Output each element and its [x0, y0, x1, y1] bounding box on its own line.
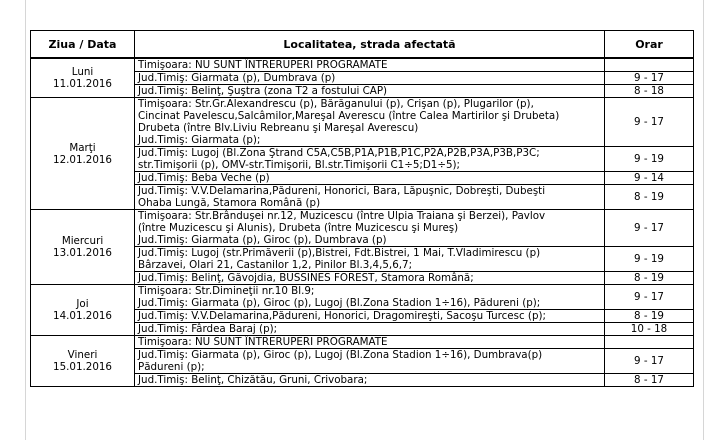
- day-name: Marţi: [69, 141, 96, 154]
- day-cell: [31, 58, 135, 98]
- day-date: 11.01.2016: [53, 78, 112, 90]
- hours-cell: 9 - 19: [605, 247, 694, 272]
- hours-cell: 9 - 19: [605, 147, 694, 172]
- location-cell: Timişoara: Str.Gr.Alexandrescu (p), Bărăganului (p), Crişan (p), Plugarilor (p), Cincinat Pavelescu,Salcâmilor,Mareşal Averescu (între Calea Martirilor şi Drubeta) Drubeta (între Blv.Liviu Rebreanu şi Mareşal Averescu) Jud.Timiş: Giarmata (p);: [135, 98, 605, 147]
- location-cell: Jud.Timiş: Lugoj (str.Primăverii (p),Bistrei, Fdt.Bistrei, 1 Mai, T.Vladimirescu (p) Bârzavei, Olari 21, Castanilor 1,2, Pinilor Bl.3,4,5,6,7;: [135, 247, 605, 272]
- day-date: 12.01.2016: [53, 153, 112, 166]
- day-name: Miercuri: [61, 235, 104, 247]
- day-date: 13.01.2016: [53, 247, 112, 259]
- location-cell: Jud.Timiş: Belinţ, Şuştra (zona T2 a fostului CAP): [135, 85, 605, 98]
- hours-cell: 9 - 17: [605, 72, 694, 85]
- header-location: Localitatea, strada afectată: [135, 31, 605, 59]
- header-day: Ziua / Data: [31, 31, 135, 59]
- day-name: Vineri: [67, 349, 98, 361]
- table-body: [31, 58, 694, 387]
- hours-cell: [605, 58, 694, 72]
- day-cell: [31, 285, 135, 336]
- location-cell: Jud.Timiş: Belinţ, Chizătău, Gruni, Crivobara;: [135, 374, 605, 387]
- day-cell: [31, 98, 135, 210]
- location-cell: Jud.Timiş: V.V.Delamarina,Pădureni, Honorici, Bara, Lăpuşnic, Dobreşti, Dubeşti Ohaba Lungă, Stamora Română (p): [135, 185, 605, 210]
- day-name: Joi: [76, 298, 89, 310]
- location-cell: Jud.Timiş: Belinţ, Găvojdia, BUSSINES FOREST, Stamora Română;: [135, 272, 605, 285]
- outage-schedule-table: [30, 30, 694, 387]
- location-cell: Jud.Timiş: Lugoj (Bl.Zona Ştrand C5A,C5B,P1A,P1B,P1C,P2A,P2B,P3A,P3B,P3C; str.Timişorii (p), OMV-str.Timişorii, Bl.str.Timişorii C1÷5;D1÷5);: [135, 147, 605, 172]
- table-row: [31, 210, 694, 247]
- hours-cell: 8 - 19: [605, 185, 694, 210]
- location-cell: Jud.Timiş: Giarmata (p), Giroc (p), Lugoj (Bl.Zona Stadion 1÷16), Dumbrava(p) Pădureni (p);: [135, 349, 605, 374]
- day-date: 14.01.2016: [53, 310, 112, 322]
- hours-cell: [605, 336, 694, 349]
- hours-cell: 8 - 18: [605, 85, 694, 98]
- hours-cell: 9 - 17: [605, 210, 694, 247]
- header-hours: Orar: [605, 31, 694, 59]
- hours-cell: 9 - 14: [605, 172, 694, 185]
- table-row: [31, 336, 694, 349]
- location-cell: Jud.Timiş: Beba Veche (p): [135, 172, 605, 185]
- location-cell: Jud.Timiş: Giarmata (p), Dumbrava (p): [135, 72, 605, 85]
- location-cell: Timişoara: Str.Dimineţii nr.10 Bl.9; Jud.Timiş: Giarmata (p), Giroc (p), Lugoj (Bl.Zona Stadion 1÷16), Pădureni (p);: [135, 285, 605, 310]
- day-cell: [31, 336, 135, 387]
- hours-cell: 8 - 19: [605, 272, 694, 285]
- location-cell: Jud.Timiş: V.V.Delamarina,Pădureni, Honorici, Dragomireşti, Sacoşu Turcesc (p);: [135, 310, 605, 323]
- location-cell: Timişoara: NU SUNT ÎNTRERUPERI PROGRAMATE: [135, 336, 605, 349]
- location-cell: Timişoara: Str.Brânduşei nr.12, Muzicescu (între Ulpia Traiana şi Berzei), Pavlov (între Muzicescu şi Alunis), Drubeta (între Muzicescu şi Mureş) Jud.Timiş: Giarmata (p), Giroc (p), Dumbrava (p): [135, 210, 605, 247]
- table-row: [31, 285, 694, 310]
- day-name: Luni: [71, 66, 94, 78]
- location-cell: Jud.Timiş: Fârdea Baraj (p);: [135, 323, 605, 336]
- day-cell: [31, 210, 135, 285]
- hours-cell: 9 - 17: [605, 285, 694, 310]
- table-header-row: [31, 31, 694, 59]
- location-cell: Timişoara: NU SUNT ÎNTRERUPERI PROGRAMATE: [135, 58, 605, 72]
- day-date: 15.01.2016: [53, 361, 112, 373]
- hours-cell: 9 - 17: [605, 98, 694, 147]
- page-edge-left: [25, 0, 26, 440]
- table-row: [31, 58, 694, 72]
- hours-cell: 10 - 18: [605, 323, 694, 336]
- hours-cell: 9 - 17: [605, 349, 694, 374]
- page-edge-right: [703, 0, 704, 440]
- table-row: [31, 98, 694, 147]
- hours-cell: 8 - 17: [605, 374, 694, 387]
- hours-cell: 8 - 19: [605, 310, 694, 323]
